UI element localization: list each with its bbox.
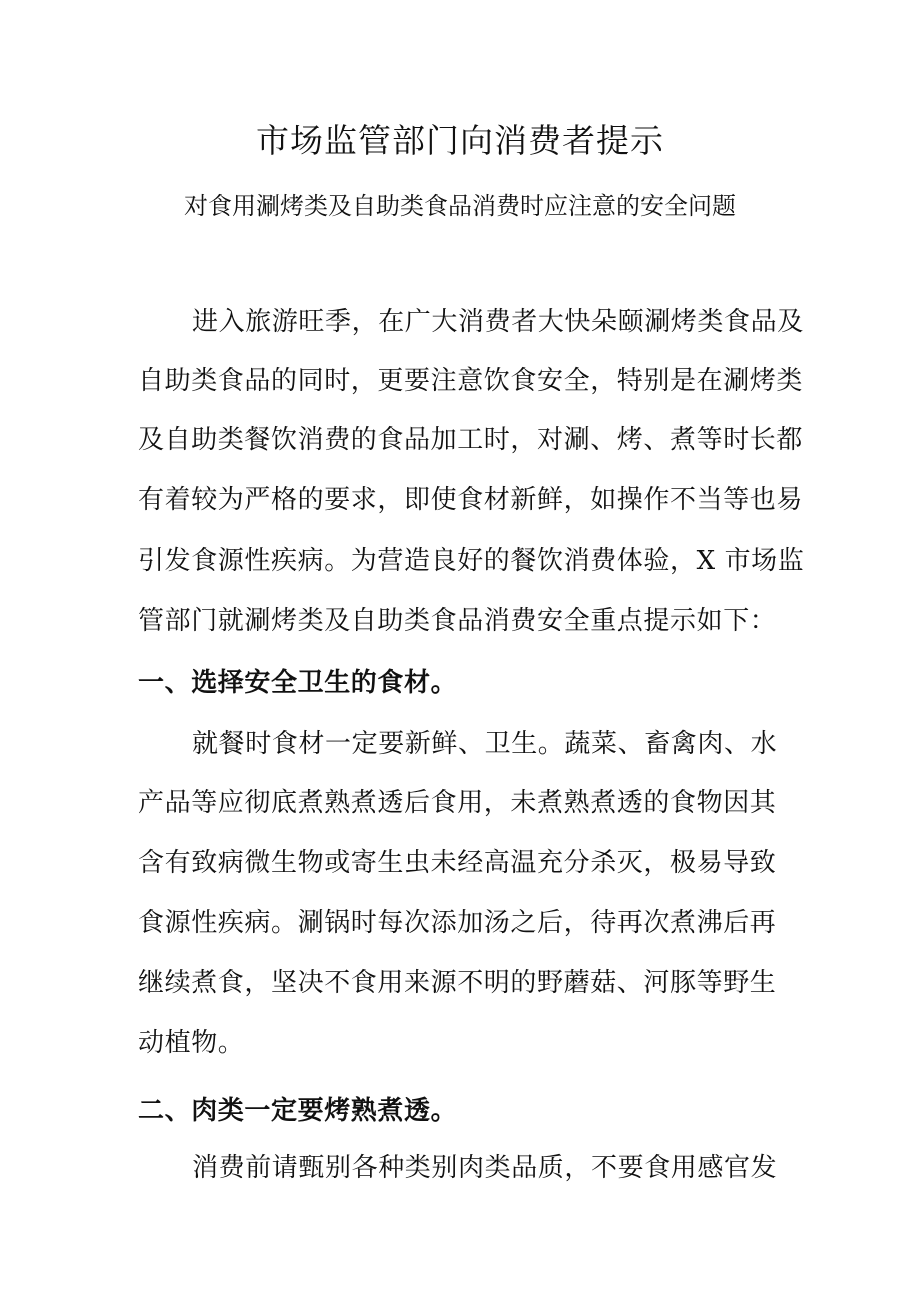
intro-line-6: 管部门就涮烤类及自助类食品消费安全重点提示如下： (138, 606, 777, 636)
section-1-line-4: 食源性疾病。涮锅时每次添加汤之后，待再次煮沸后再 (138, 908, 777, 938)
section-2-line-1: 消费前请甄别各种类别肉类品质，不要食用感官发 (192, 1153, 778, 1183)
document-subtitle: 对食用涮烤类及自助类食品消费时应注意的安全问题 (184, 192, 736, 220)
document-title: 市场监管部门向消费者提示 (256, 121, 664, 160)
intro-line-4: 有着较为严格的要求，即使食材新鲜，如操作不当等也易 (138, 485, 804, 515)
section-1-line-2: 产品等应彻底煮熟煮透后食用，未煮熟煮透的食物因其 (138, 788, 777, 818)
section-2-heading: 二、肉类一定要烤熟煮透。 (138, 1096, 458, 1126)
section-1-line-1: 就餐时食材一定要新鲜、卫生。蔬菜、畜禽肉、水 (192, 729, 778, 759)
section-1-heading: 一、选择安全卫生的食材。 (138, 668, 458, 698)
section-1-line-3: 含有致病微生物或寄生虫未经高温充分杀灭，极易导致 (138, 848, 777, 878)
section-1-line-5: 继续煮食，坚决不食用来源不明的野蘑菇、河豚等野生 (138, 968, 777, 998)
section-1-line-6: 动植物。 (138, 1028, 245, 1058)
intro-line-5: 引发食源性疾病。为营造良好的餐饮消费体验，X 市场监 (138, 546, 805, 576)
intro-line-3: 及自助类餐饮消费的食品加工时，对涮、烤、煮等时长都 (138, 425, 804, 455)
intro-line-1: 进入旅游旺季，在广大消费者大快朵颐涮烤类食品及 (192, 307, 804, 337)
intro-line-2: 自助类食品的同时，更要注意饮食安全，特别是在涮烤类 (138, 366, 804, 396)
